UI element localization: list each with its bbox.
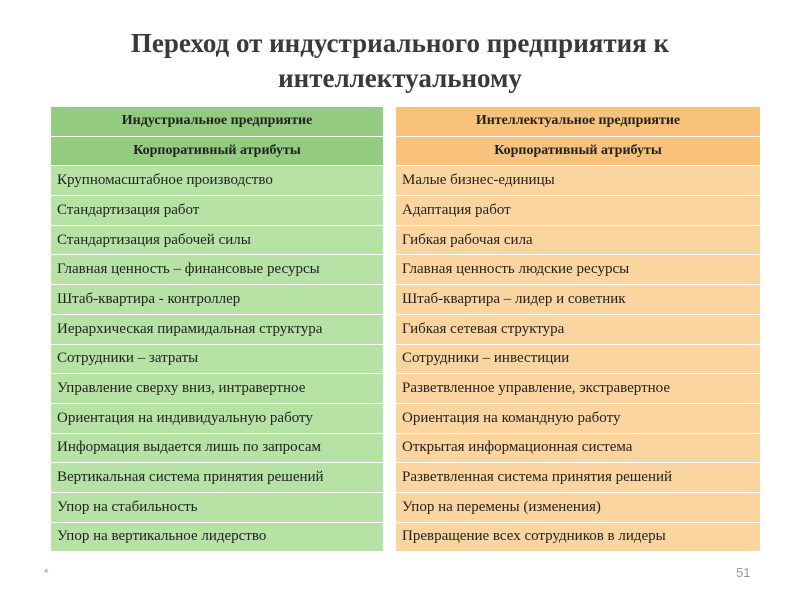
intellectual-row: Открытая информационная система xyxy=(396,433,761,463)
industrial-row: Вертикальная система принятия решений xyxy=(51,463,384,493)
industrial-row: Упор на вертикальное лидерство xyxy=(51,522,384,552)
intellectual-row: Адаптация работ xyxy=(396,196,761,226)
intellectual-row: Упор на перемены (изменения) xyxy=(396,492,761,522)
intellectual-table-subheader: Корпоративный атрибуты xyxy=(396,136,761,166)
industrial-row: Информация выдается лишь по запросам xyxy=(51,433,384,463)
industrial-row: Стандартизация работ xyxy=(51,196,384,226)
industrial-row: Управление сверху вниз, интравертное xyxy=(51,374,384,404)
industrial-enterprise-table xyxy=(50,106,384,552)
industrial-row: Сотрудники – затраты xyxy=(51,344,384,374)
intellectual-row: Малые бизнес-единицы xyxy=(396,166,761,196)
intellectual-row: Разветвленное управление, экстравертное xyxy=(396,374,761,404)
intellectual-enterprise-table xyxy=(395,106,761,552)
page-number: 51 xyxy=(736,565,751,580)
industrial-row: Упор на стабильность xyxy=(51,492,384,522)
intellectual-row: Сотрудники – инвестиции xyxy=(396,344,761,374)
footer-mark: * xyxy=(44,566,49,580)
intellectual-row: Ориентация на командную работу xyxy=(396,403,761,433)
intellectual-row: Штаб-квартира – лидер и советник xyxy=(396,285,761,315)
intellectual-row: Разветвленная система принятия решений xyxy=(396,463,761,493)
slide-title xyxy=(0,26,800,96)
industrial-table-header: Индустриальное предприятие xyxy=(51,107,384,137)
intellectual-row: Гибкая сетевая структура xyxy=(396,314,761,344)
intellectual-table-header: Интеллектуальное предприятие xyxy=(396,107,761,137)
intellectual-row: Главная ценность людские ресурсы xyxy=(396,255,761,285)
industrial-row: Иерархическая пирамидальная структура xyxy=(51,314,384,344)
slide-title-line-1: Переход от индустриального предприятия к xyxy=(130,28,670,58)
industrial-table-subheader: Корпоративный атрибуты xyxy=(51,136,384,166)
intellectual-row: Превращение всех сотрудников в лидеры xyxy=(396,522,761,552)
industrial-row: Штаб-квартира - контроллер xyxy=(51,285,384,315)
industrial-row: Крупномасштабное производство xyxy=(51,166,384,196)
industrial-row: Стандартизация рабочей силы xyxy=(51,225,384,255)
slide-title-line-2: интеллектуальному xyxy=(278,63,522,93)
intellectual-row: Гибкая рабочая сила xyxy=(396,225,761,255)
industrial-row: Главная ценность – финансовые ресурсы xyxy=(51,255,384,285)
industrial-row: Ориентация на индивидуальную работу xyxy=(51,403,384,433)
